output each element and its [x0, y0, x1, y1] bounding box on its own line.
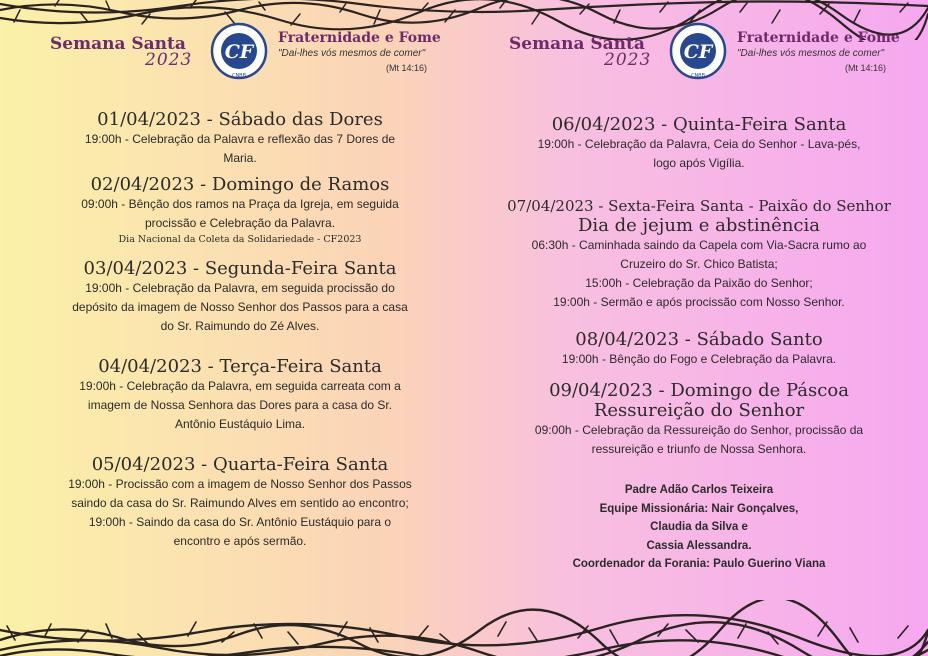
day-line: 19:00h - Saindo da casa do Sr. Antônio Eustáquio para o	[88, 515, 392, 529]
signature-line: Equipe Missionária: Nair Gonçalves,	[599, 502, 799, 515]
semana-santa-year: 2023	[145, 50, 193, 70]
day-title: 05/04/2023 - Quarta-Feira Santa	[91, 454, 389, 475]
day-line: encontro e após sermão.	[173, 534, 307, 548]
day-title: 04/04/2023 - Terça-Feira Santa	[98, 356, 382, 377]
day-line: Antônio Eustáquio Lima.	[174, 417, 306, 431]
day-line: 19:00h - Procissão com a imagem de Nosso Senhor dos Passos	[68, 477, 412, 491]
day-note: Dia Nacional da Coleta da Solidariedade - CF2023	[118, 234, 362, 245]
day-title: 09/04/2023 - Domingo de Páscoa	[549, 380, 849, 401]
logo-cf-text: CF	[224, 41, 254, 63]
semana-santa-title: Semana Santa	[50, 34, 186, 54]
day-subtitle: Ressureição do Senhor	[593, 400, 805, 421]
day-line: 19:00h - Bênção do Fogo e Celebração da Palavra.	[561, 352, 837, 366]
day-block	[484, 115, 914, 173]
signature-line: Padre Adão Carlos Teixeira	[624, 484, 774, 496]
day-line: do Sr. Raimundo do Zé Alves.	[160, 319, 320, 333]
signature-line: Cassia Alessandra.	[646, 539, 752, 552]
signature-line: Claudia da Silva e	[650, 521, 748, 533]
day-block	[20, 357, 460, 434]
day-line: 09:00h - Bênção dos ramos na Praça da Igreja, em seguida	[81, 197, 399, 211]
day-line: 19:00h - Celebração da Palavra, em seguida procissão do	[85, 281, 395, 295]
day-block	[20, 175, 460, 247]
day-line: 19:00h - Celebração da Palavra, Ceia do Senhor - Lava-pés,	[537, 137, 861, 151]
day-line: 15:00h - Celebração da Paixão do Senhor;	[585, 276, 813, 290]
right-column	[464, 0, 928, 656]
campaign-reference: (Mt 14:16)	[845, 63, 887, 73]
campaign-subtitle: "Dai-lhes vós mesmos de comer"	[737, 48, 885, 59]
day-line: 19:00h - Sermão e após procissão com Nosso Senhor.	[553, 295, 845, 309]
campaign-title: Fraternidade e Fome	[278, 30, 441, 46]
signature-block	[484, 481, 914, 574]
campanha-fraternidade-logo-icon	[669, 22, 727, 80]
day-title: 03/04/2023 - Segunda-Feira Santa	[83, 258, 397, 279]
campaign-title: Fraternidade e Fome	[737, 30, 900, 46]
day-block	[20, 110, 460, 168]
campaign-reference: (Mt 14:16)	[386, 63, 428, 73]
day-subtitle: Dia de jejum e abstinência	[578, 215, 820, 236]
logo-cnbb-text: CNBB	[231, 73, 247, 79]
logo-cnbb-text: CNBB	[690, 73, 706, 79]
semana-santa-title: Semana Santa	[509, 34, 645, 54]
day-block	[484, 330, 914, 369]
day-title: 02/04/2023 - Domingo de Ramos	[90, 174, 390, 195]
header-left	[50, 20, 460, 82]
day-line: depósito da imagem de Nosso Senhor dos Passos para a casa	[72, 300, 408, 314]
campaign-subtitle: "Dai-lhes vós mesmos de comer"	[278, 48, 426, 59]
day-line: imagem de Nossa Senhora das Dores para a casa do Sr.	[87, 398, 393, 412]
day-line: 06:30h - Caminhada saindo da Capela com Via-Sacra rumo ao	[531, 238, 867, 252]
logo-cf-text: CF	[683, 41, 713, 63]
day-line: procissão e Celebração da Palavra.	[144, 216, 336, 230]
day-block	[484, 381, 914, 459]
day-title: 06/04/2023 - Quinta-Feira Santa	[551, 114, 847, 135]
day-title: 08/04/2023 - Sábado Santo	[575, 329, 823, 350]
day-line: logo após Vigília.	[653, 156, 745, 170]
day-line: 19:00h - Celebração da Palavra, em seguida carreata com a	[79, 379, 401, 393]
campanha-fraternidade-logo-icon	[210, 22, 268, 80]
day-line: ressureição e triunfo de Nossa Senhora.	[591, 442, 807, 456]
day-block	[20, 455, 460, 551]
day-block	[484, 196, 914, 312]
day-line: 09:00h - Celebração da Ressureição do Senhor, procissão da	[534, 423, 864, 437]
day-line: Cruzeiro do Sr. Chico Batista;	[620, 257, 778, 271]
day-block	[20, 259, 460, 336]
header-right	[509, 20, 919, 82]
day-line: saindo da casa do Sr. Raimundo Alves em sentido ao encontro;	[71, 496, 409, 510]
day-line: Maria.	[223, 151, 257, 165]
semana-santa-year: 2023	[604, 50, 652, 70]
day-line: 19:00h - Celebração da Palavra e reflexão das 7 Dores de	[84, 132, 396, 146]
day-title: 07/04/2023 - Sexta-Feira Santa - Paixão do Senhor	[507, 197, 891, 215]
signature-line: Coordenador da Forania: Paulo Guerino Viana	[572, 558, 826, 570]
day-title: 01/04/2023 - Sábado das Dores	[97, 109, 383, 130]
